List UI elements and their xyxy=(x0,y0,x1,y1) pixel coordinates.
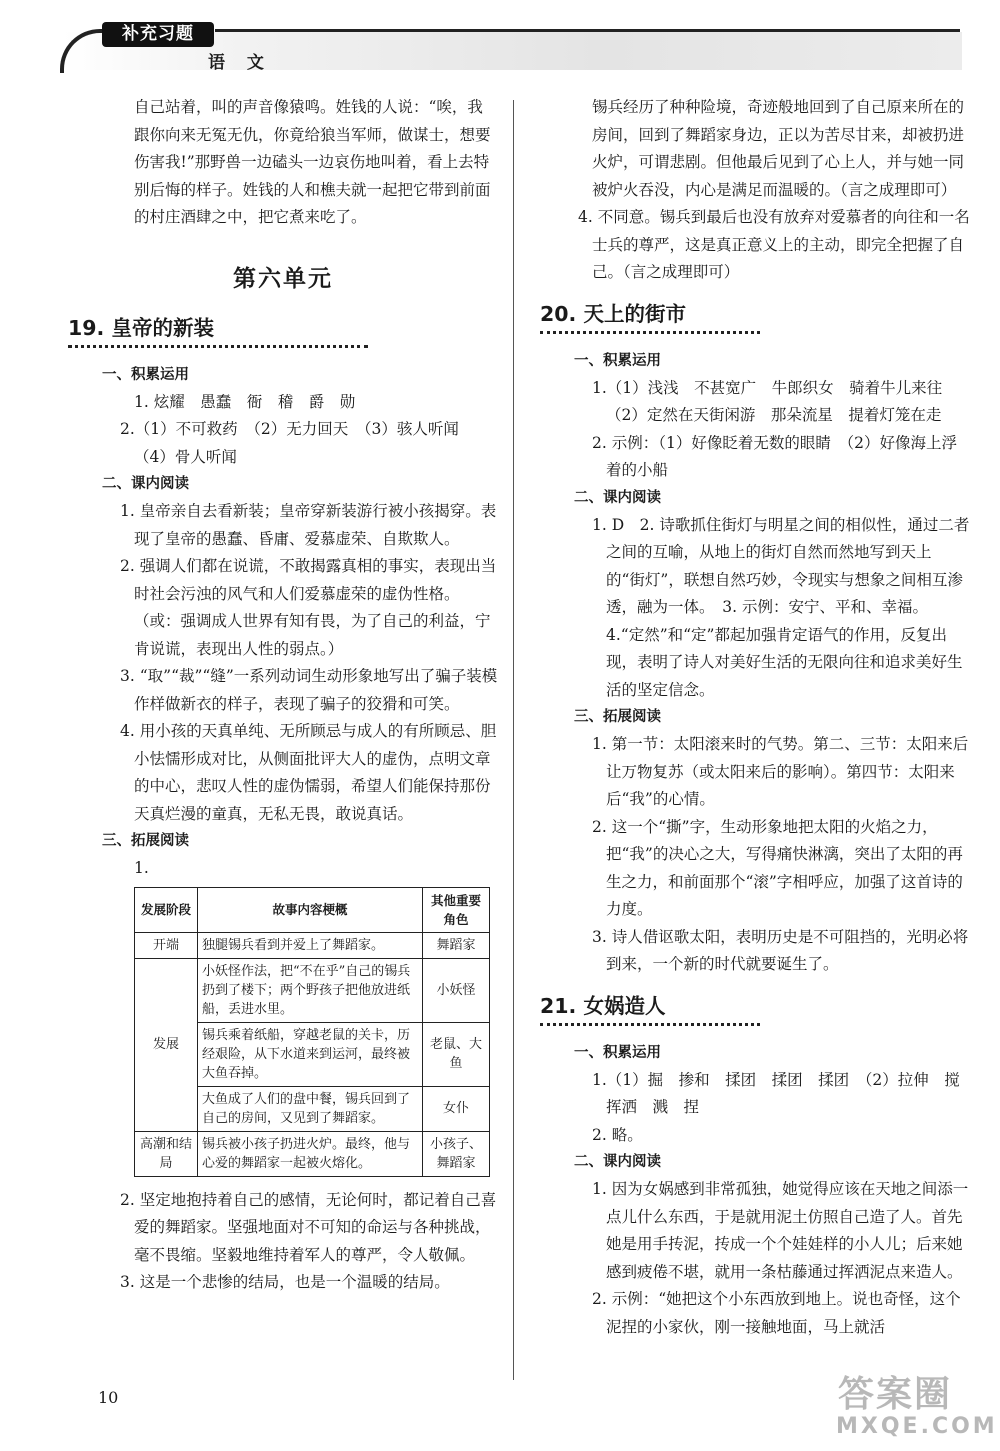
watermark-url: MXQE.COM xyxy=(836,1414,998,1439)
table-cell: 女仆 xyxy=(423,1086,490,1131)
table-row xyxy=(135,932,490,958)
l19-s3-item-3: 3. 这是一个悲惨的结局，也是一个温暖的结局。 xyxy=(120,1273,450,1291)
lesson-19-title: 19. 皇帝的新装 xyxy=(68,311,368,348)
l19-s2-item-1: 1. 皇帝亲自去看新装；皇帝穿新装游行被小孩揭穿。表现了皇帝的愚蠢、昏庸、爱慕虚荣、自欺欺人。 xyxy=(120,502,497,548)
table-cell: 高潮和结局 xyxy=(135,1131,198,1176)
continued-answer: 锡兵经历了种种险境，奇迹般地回到了自己原来所在的房间，回到了舞蹈家身边，正以为苦尽甘来，却被扔进火炉，可谓悲剧。但他最后见到了心上人，并与她一同被炉火吞没，内心是满足而温暖的。（言之成理即可） xyxy=(592,98,965,199)
table-cell: 锡兵乘着纸船，穿越老鼠的关卡，历经艰险，从下水道来到运河，最终被大鱼吞掉。 xyxy=(198,1022,423,1086)
l20-s3-item-3: 3. 诗人借讴歌太阳，表明历史是不可阻挡的，光明必将到来，一个新的时代就要诞生了。 xyxy=(592,927,969,973)
table-row xyxy=(135,958,490,1022)
table-header-row xyxy=(135,887,490,932)
table-cell: 锡兵被小孩子扔进火炉。最终，他与心爱的舞蹈家一起被火熔化。 xyxy=(198,1131,423,1176)
table-cell: 小妖怪作法，把“不在乎”自己的锡兵扔到了楼下；两个野孩子把他放进纸船，丢进水里。 xyxy=(198,958,423,1022)
header-rule xyxy=(215,29,960,32)
page-number: 10 xyxy=(98,1388,119,1407)
table-row xyxy=(135,1131,490,1176)
table-cell: 小妖怪 xyxy=(423,958,490,1022)
header-subject: 语 文 xyxy=(208,53,272,73)
unit-title: 第六单元 xyxy=(233,265,333,292)
left-column xyxy=(68,94,498,1297)
table-cell: 开端 xyxy=(135,932,198,958)
table-cell: 老鼠、大鱼 xyxy=(423,1022,490,1086)
l19-s3-num: 1. xyxy=(134,859,149,877)
story-table xyxy=(134,887,490,1177)
l20-section-2: 二、课内阅读 xyxy=(574,489,661,506)
l19-s2-item-3: 3. “取”“裁”“缝”一系列动词生动形象地写出了骗子装模作样做新衣的样子，表现了骗子的狡猾和可笑。 xyxy=(120,667,498,713)
column-divider xyxy=(513,100,514,1380)
l19-s3-item-2: 2. 坚定地抱持着自己的感情，无论何时，都记着自己喜爱的舞蹈家。坚强地面对不可知的命运与各种挑战，毫不畏缩。坚毅地维持着军人的尊严，令人敬佩。 xyxy=(120,1190,497,1264)
header-tag: 补充习题 xyxy=(102,22,214,47)
table-cell: 大鱼成了人们的盘中餐，锡兵回到了自己的房间，又见到了舞蹈家。 xyxy=(198,1086,423,1131)
l20-s2-item-1: 1. D 2. 诗歌抓住街灯与明星之间的相似性，通过二者之间的互喻，从地上的街灯自然而然地写到天上的“街灯”，联想自然巧妙，令现实与想象之间相互渗透，融为一体。 3. 示例：安宁、平和、幸福。 4.“定然”和“定”都起加强肯定语气的作用，反复出现，表明了诗人对美好生活的无限向往和追求美好生活的坚定信念。 xyxy=(592,515,970,699)
lesson-20-title: 20. 天上的街市 xyxy=(540,297,760,334)
l20-s3-item-2: 2. 这一个“撕”字，生动形象地把太阳的火焰之力，把“我”的决心之大，写得痛快淋漓，突出了太阳的再生之力，和前面那个“滚”字相呼应，加强了这首诗的力度。 xyxy=(592,817,963,918)
table-header-cell: 其他重要角色 xyxy=(423,887,490,932)
table-cell: 小孩子、舞蹈家 xyxy=(423,1131,490,1176)
intro-paragraph: 自己站着，叫的声音像猿鸣。姓钱的人说：“唉，我跟你向来无冤无仇，你竟给狼当军师，做谋士，想要伤害我!”那野兽一边磕头一边哀伤地叫着，看上去特别后悔的样子。姓钱的人和樵夫就一起把它带到前面的村庄酒肆之中，把它煮来吃了。 xyxy=(134,98,491,226)
table-cell: 发展 xyxy=(135,958,198,1131)
l19-s2-item-2: 2. 强调人们都在说谎，不敢揭露真相的事实，表现出当时社会污浊的风气和人们爱慕虚荣的虚伪性格。（或：强调成人世界有知有畏，为了自己的利益，宁肯说谎，表现出人性的弱点。） xyxy=(120,557,497,658)
l20-section-3: 三、拓展阅读 xyxy=(574,709,661,725)
l19-section-1: 一、积累运用 xyxy=(102,366,189,383)
l21-section-1: 一、积累运用 xyxy=(574,1044,661,1061)
l19-s1-item-2: 2.（1）不可救药 （2）无力回天 （3）骇人听闻 （4）骨人听闻 xyxy=(120,420,475,466)
l19-section-2: 二、课内阅读 xyxy=(102,476,189,492)
l21-s1-item-2: 2. 略。 xyxy=(592,1125,643,1144)
table-cell: 独腿锡兵看到并爱上了舞蹈家。 xyxy=(198,932,423,958)
l21-s1-item-1: 1.（1）掘 掺和 揉团 揉团 揉团 （2）拉伸 搅 挥洒 溅 捏 xyxy=(592,1070,976,1116)
table-cell: 舞蹈家 xyxy=(423,932,490,958)
l19-s2-item-4: 4. 用小孩的天真单纯、无所顾忌与成人的有所顾忌、胆小怯懦形成对比，从侧面批评大人的虚伪，点明文章的中心，悲叹人性的虚伪懦弱，希望人们能保持那份天真烂漫的童真，无私无畏，敢说真话。 xyxy=(120,722,497,823)
l21-s2-item-1: 1. 因为女娲感到非常孤独，她觉得应该在天地之间添一点儿什么东西，于是就用泥土仿照自己造了人。首先她是用手抟泥，抟成一个个娃娃样的小人儿；后来她感到疲倦不堪，就用一条枯藤通过挥洒泥点来造人。 xyxy=(592,1180,969,1281)
l19-s1-item-1: 1. 炫耀 愚蠢 衙 稽 爵 勋 xyxy=(134,392,356,411)
l21-s2-item-2: 2. 示例：“她把这个小东西放到地上。说也奇怪，这个泥捏的小家伙，刚一接触地面，马上就活 xyxy=(592,1290,961,1336)
l20-s1-item-1: 1.（1）浅浅 不甚宽广 牛郎织女 骑着牛儿来往 （2）定然在天街闲游 那朵流星 提着灯笼在走 xyxy=(592,378,958,424)
l19-section-3: 三、拓展阅读 xyxy=(102,833,189,849)
l20-s1-item-2: 2. 示例：（1）好像眨着无数的眼睛 （2）好像海上浮着的小船 xyxy=(592,433,957,479)
continued-item-4: 4. 不同意。锡兵到最后也没有放弃对爱慕者的向往和一名士兵的尊严，这是真正意义上的主动，即完全把握了自己。（言之成理即可） xyxy=(578,208,970,281)
table-header-cell: 故事内容梗概 xyxy=(198,887,423,932)
right-column xyxy=(540,94,976,1341)
l20-s3-item-1: 1. 第一节：太阳滚来时的气势。第二、三节：太阳来后让万物复苏（或太阳来后的影响）。第四节：太阳来后“我”的心情。 xyxy=(592,735,969,808)
l20-section-1: 一、积累运用 xyxy=(574,352,661,369)
table-header-cell: 发展阶段 xyxy=(135,887,198,932)
watermark-logo: 答案圈 xyxy=(838,1374,953,1415)
l21-section-2: 二、课内阅读 xyxy=(574,1154,661,1170)
lesson-21-title: 21. 女娲造人 xyxy=(540,989,760,1026)
